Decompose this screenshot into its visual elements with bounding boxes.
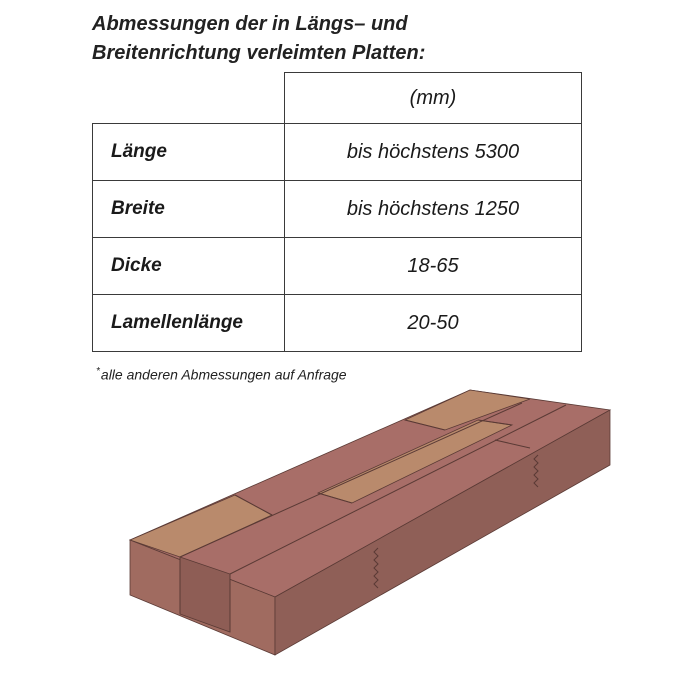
row-label-thickness: Dicke (93, 238, 285, 295)
table-row (93, 295, 582, 352)
footnote-marker: * (96, 366, 100, 377)
table-row (93, 124, 582, 181)
dimensions-table (92, 72, 582, 352)
page-heading (92, 10, 652, 68)
table-row (93, 181, 582, 238)
row-value-width: bis höchstens 1250 (285, 181, 582, 238)
table-row (93, 238, 582, 295)
row-label-width: Breite (93, 181, 285, 238)
heading-line-1: Abmessungen der in Längs– und (92, 13, 408, 35)
row-label-lamella-length: Lamellenlänge (93, 295, 285, 352)
row-value-length: bis höchstens 5300 (285, 124, 582, 181)
row-label-length: Länge (93, 124, 285, 181)
row-value-thickness: 18-65 (285, 238, 582, 295)
footnote-text: alle anderen Abmessungen auf Anfrage (100, 366, 347, 383)
heading-line-2: Breitenrichtung verleimten Platten: (92, 42, 426, 64)
table-corner-cell (93, 73, 285, 124)
glued-panel-illustration (0, 380, 680, 680)
row-value-lamella-length: 20-50 (285, 295, 582, 352)
unit-header-cell: (mm) (285, 73, 582, 124)
table-header-row (93, 73, 582, 124)
